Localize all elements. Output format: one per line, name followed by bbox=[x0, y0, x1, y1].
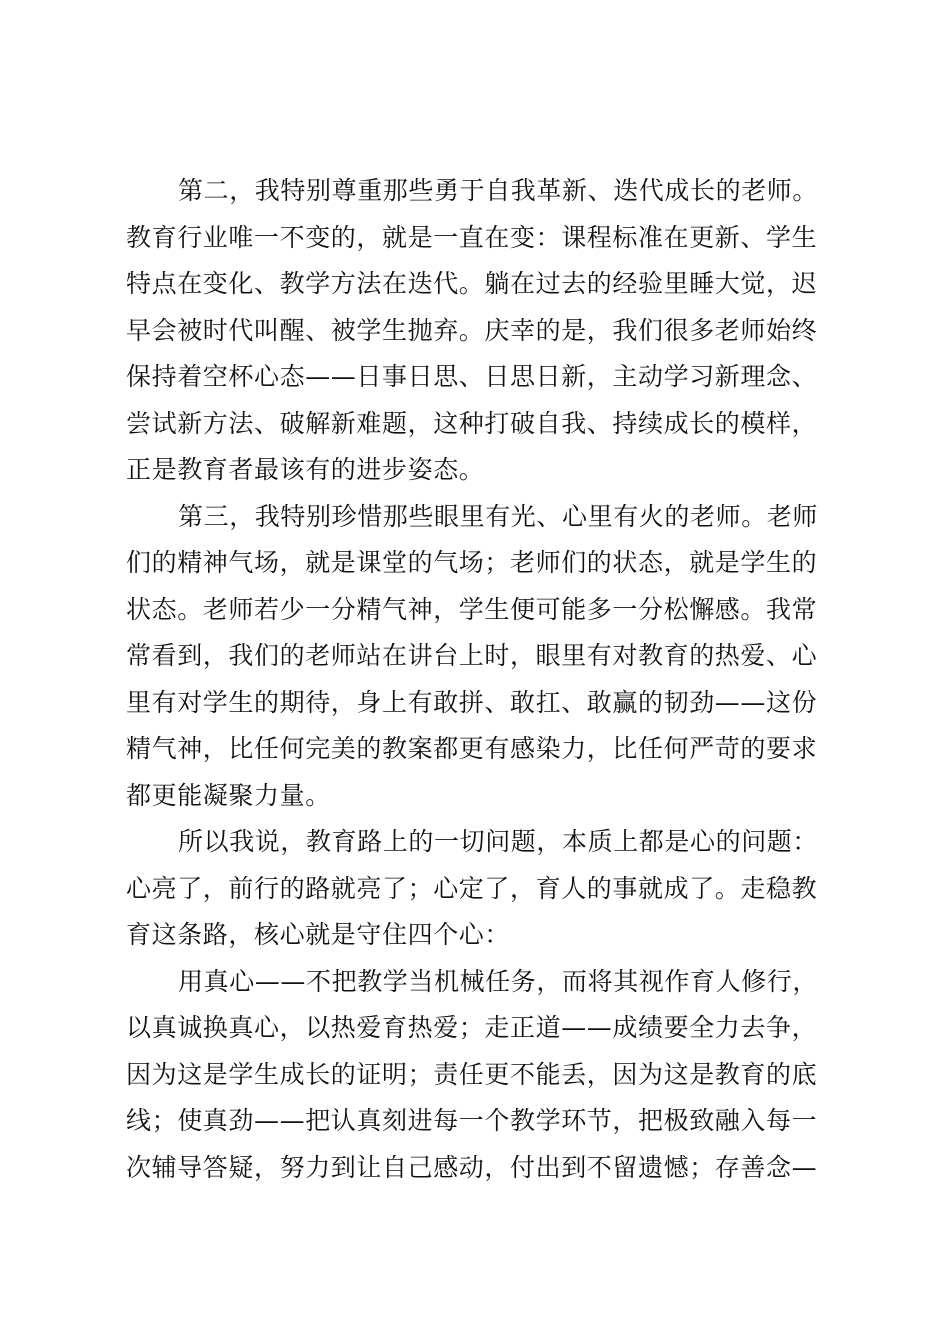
text-line: 心亮了，前行的路就亮了；心定了，育人的事就成了。走稳教 bbox=[126, 873, 818, 903]
text-line: 育这条路，核心就是守住四个心： bbox=[126, 920, 511, 949]
text-line: 正是教育者最该有的进步姿态。 bbox=[126, 455, 485, 484]
text-line: 用真心——不把教学当机械任务，而将其视作育人修行， bbox=[178, 966, 819, 996]
text-line: 早会被时代叫醒、被学生抛弃。庆幸的是，我们很多老师始终 bbox=[126, 315, 818, 345]
body-text bbox=[126, 168, 832, 1191]
text-line: 都更能凝聚力量。 bbox=[126, 780, 331, 810]
text-line: 常看到，我们的老师站在讲台上时，眼里有对教育的热爱、心 bbox=[126, 641, 818, 670]
paragraph-third bbox=[126, 494, 832, 820]
text-line: 因为这是学生成长的证明；责任更不能丢，因为这是教育的底 bbox=[126, 1059, 818, 1089]
text-line: 状态。老师若少一分精气神，学生便可能多一分松懈感。我常 bbox=[126, 594, 818, 624]
text-line: 教育行业唯一不变的，就是一直在变：课程标准在更新、学生 bbox=[126, 222, 818, 252]
text-line: 第三，我特别珍惜那些眼里有光、心里有火的老师。老师 bbox=[178, 501, 819, 531]
text-line: 线；使真劲——把认真刻进每一个教学环节，把极致融入每一 bbox=[126, 1106, 818, 1135]
text-line: 们的精神气场，就是课堂的气场；老师们的状态，就是学生的 bbox=[126, 548, 818, 577]
text-line: 所以我说，教育路上的一切问题，本质上都是心的问题： bbox=[178, 827, 819, 856]
text-line: 以真诚换真心，以热爱育热爱；走正道——成绩要全力去争， bbox=[126, 1013, 818, 1042]
paragraph-four-hearts bbox=[126, 959, 832, 1192]
text-line: 精气神，比任何完美的教案都更有感染力，比任何严苛的要求 bbox=[126, 734, 818, 763]
paragraph-conclusion bbox=[126, 819, 832, 959]
text-line: 第二，我特别尊重那些勇于自我革新、迭代成长的老师。 bbox=[178, 176, 819, 205]
text-line: 里有对学生的期待，身上有敢拼、敢扛、敢赢的韧劲——这份 bbox=[126, 687, 818, 717]
text-line: 保持着空杯心态——日事日思、日思日新，主动学习新理念、 bbox=[126, 362, 818, 391]
text-line: 特点在变化、教学方法在迭代。躺在过去的经验里睡大觉，迟 bbox=[126, 269, 818, 298]
text-line: 次辅导答疑，努力到让自己感动，付出到不留遗憾；存善念— bbox=[126, 1152, 818, 1182]
text-line: 尝试新方法、破解新难题，这种打破自我、持续成长的模样， bbox=[126, 408, 818, 438]
paragraph-second bbox=[126, 168, 832, 494]
